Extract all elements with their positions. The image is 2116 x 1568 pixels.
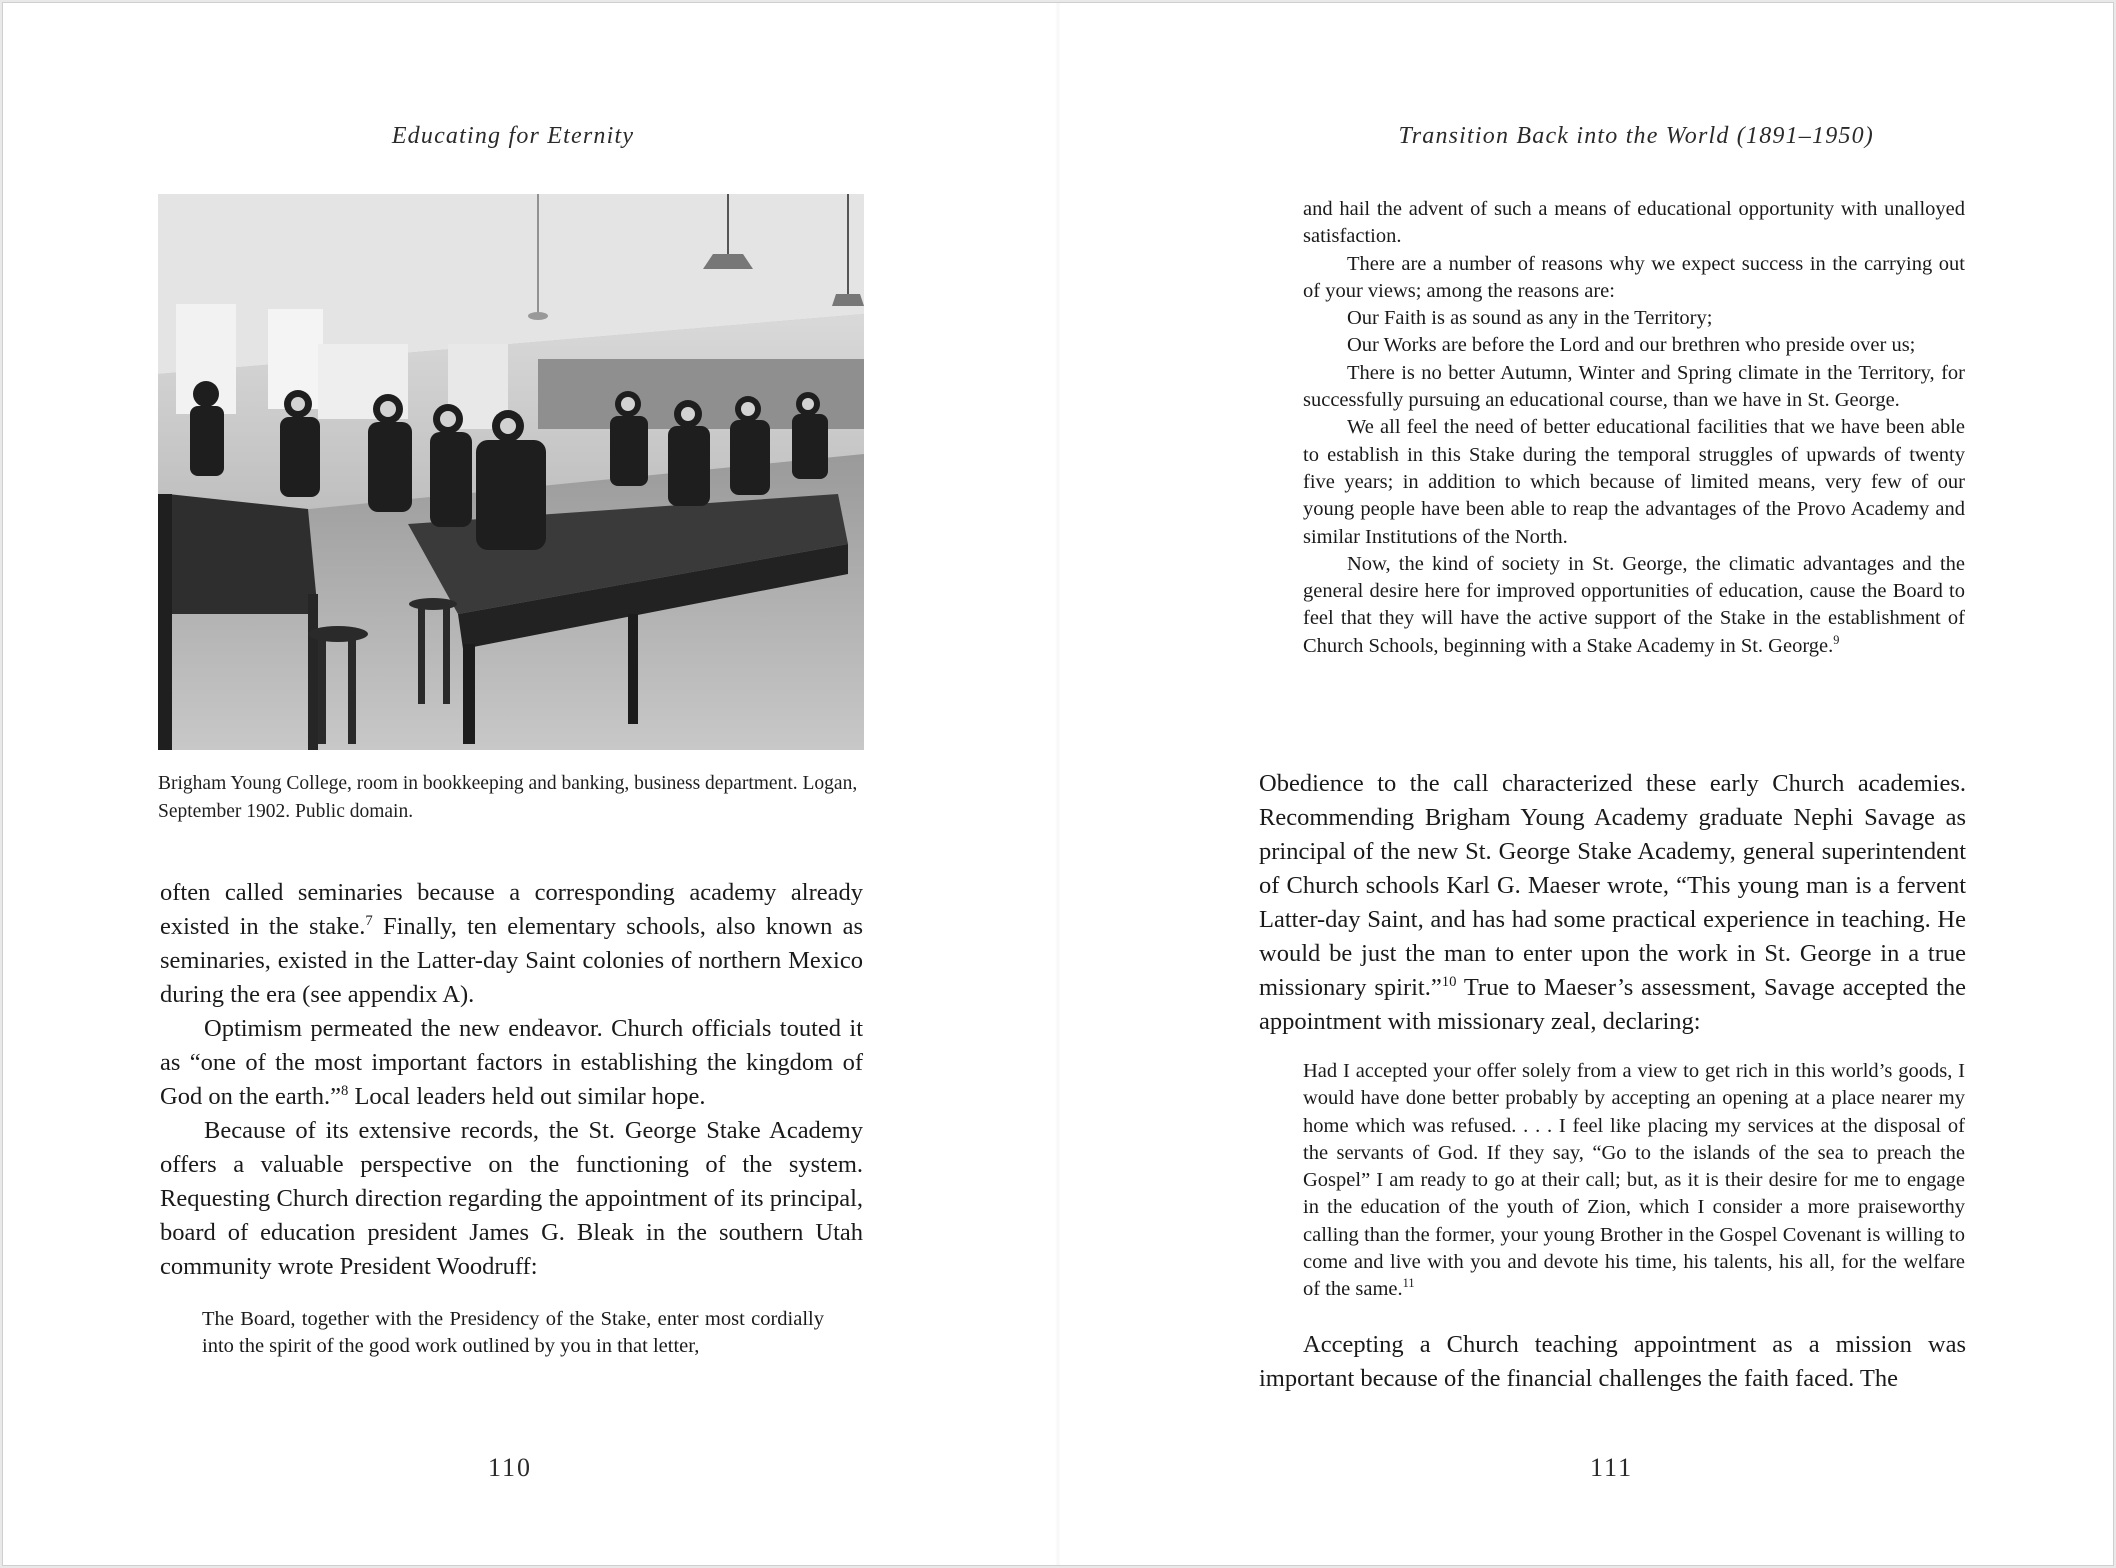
classroom-photo-icon [158, 194, 864, 750]
quote-paragraph: The Board, together with the Presidency of the Stake, enter most cordially into the spirit of the good work outlined by you in that letter, [202, 1308, 824, 1358]
right-body-text-continued [1259, 1328, 1966, 1396]
left-page [3, 3, 1058, 1565]
photo-caption: Brigham Young College, room in bookkeeping and banking, business department. Logan, September 1902. Public domain. [158, 773, 858, 822]
footnote-ref[interactable]: 9 [1833, 632, 1840, 647]
quote-paragraph: Our Works are before the Lord and our brethren who preside over us; [1347, 334, 1916, 357]
quote-paragraph: There are a number of reasons why we expect success in the carrying out of your views; among the reasons are: [1303, 252, 1965, 302]
block-quote [1303, 196, 1965, 660]
footnote-ref[interactable]: 11 [1402, 1276, 1415, 1291]
block-quote [202, 1306, 824, 1361]
block-quote [1303, 1058, 1965, 1304]
left-body-text [160, 876, 863, 1284]
paragraph: often called seminaries because a corresponding academy already existed in the stake.$^7$ Finally, ten elementary schools, also known as seminaries, existed in the Latter-day Saint colonies of northern Mexico during the era (see appendix A). [160, 879, 863, 1008]
page-number-left: 110 [488, 1453, 533, 1482]
running-head-right: Transition Back into the World (1891–1950) [1398, 123, 1874, 149]
right-body-text [1259, 767, 1966, 1039]
quote-paragraph: Now, the kind of society in St. George, the climatic advantages and the general desire here for improved opportunities of education, cause the Board to feel that they will have the active support of the Stake in the establishment of Church Schools, beginning with a Stake Academy in St. George.$^9$ [1303, 552, 1965, 657]
quote-paragraph: Our Faith is as sound as any in the Territory; [1347, 307, 1713, 330]
paragraph: Accepting a Church teaching appointment as a mission was important because of the financial challenges the faith faced. The [1259, 1331, 1966, 1392]
book-spread [2, 2, 2114, 1566]
running-head-left: Educating for Eternity [391, 123, 635, 149]
quote-paragraph: Had I accepted your offer solely from a view to get rich in this world’s goods, I would have done better probably by accepting an opening at a place nearer my home which was refused. . . . I feel like placing my services at the disposal of the servants of God. If they say, “Go to the islands of the sea to preach the Gospel” I am ready to go at their call; but, as it is their desire for me to engage in the education of the youth of Zion, which I consider a more praiseworthy calling than the former, your young Brother in the Gospel Covenant is willing to come and live with you and devote his time, his talents, his all, for the welfare of the same.$^{11}$ [1303, 1060, 1965, 1301]
footnote-ref[interactable]: 7 [365, 912, 373, 929]
paragraph: Obedience to the call characterized these early Church academies. Recommending Brigham Young Academy graduate Nephi Savage as principal of the new St. George Stake Academy, general superintendent of Church schools Karl G. Maeser wrote, “This young man is a fervent Latter-day Saint, and has had some practical experience in teaching. He would be just the man to enter upon the work in St. George in a true missionary spirit.”$^{10}$ True to Maeser’s assessment, Savage accepted the appointment with missionary zeal, declaring: [1259, 770, 1966, 1035]
quote-paragraph: and hail the advent of such a means of educational opportunity with unalloyed satisfaction. [1303, 198, 1965, 248]
quote-paragraph: We all feel the need of better educational facilities that we have been able to establish in this Stake during the temporal struggles of upwards of twenty five years; in addition to which because of limited means, very few of our young people have been able to reap the advantages of the Provo Academy and similar Institutions of the North. [1303, 416, 1965, 548]
classroom-photo [158, 194, 864, 750]
footnote-ref[interactable]: 8 [340, 1082, 349, 1099]
page-number-right: 111 [1590, 1453, 1634, 1482]
quote-paragraph: There is no better Autumn, Winter and Spring climate in the Territory, for successfully pursuing an educational course, than we have in St. George. [1303, 361, 1965, 412]
paragraph: Because of its extensive records, the St. George Stake Academy offers a valuable perspective on the functioning of the system. Requesting Church direction regarding the appointment of its principal, board of education president James G. Bleak in the southern Utah community wrote President Woodruff: [160, 1117, 863, 1280]
right-page [1058, 3, 2113, 1565]
footnote-ref[interactable]: 10 [1441, 973, 1457, 990]
paragraph: Optimism permeated the new endeavor. Church officials touted it as “one of the most important factors in establishing the kingdom of God on the earth.”$^8$ Local leaders held out similar hope. [160, 1015, 863, 1110]
